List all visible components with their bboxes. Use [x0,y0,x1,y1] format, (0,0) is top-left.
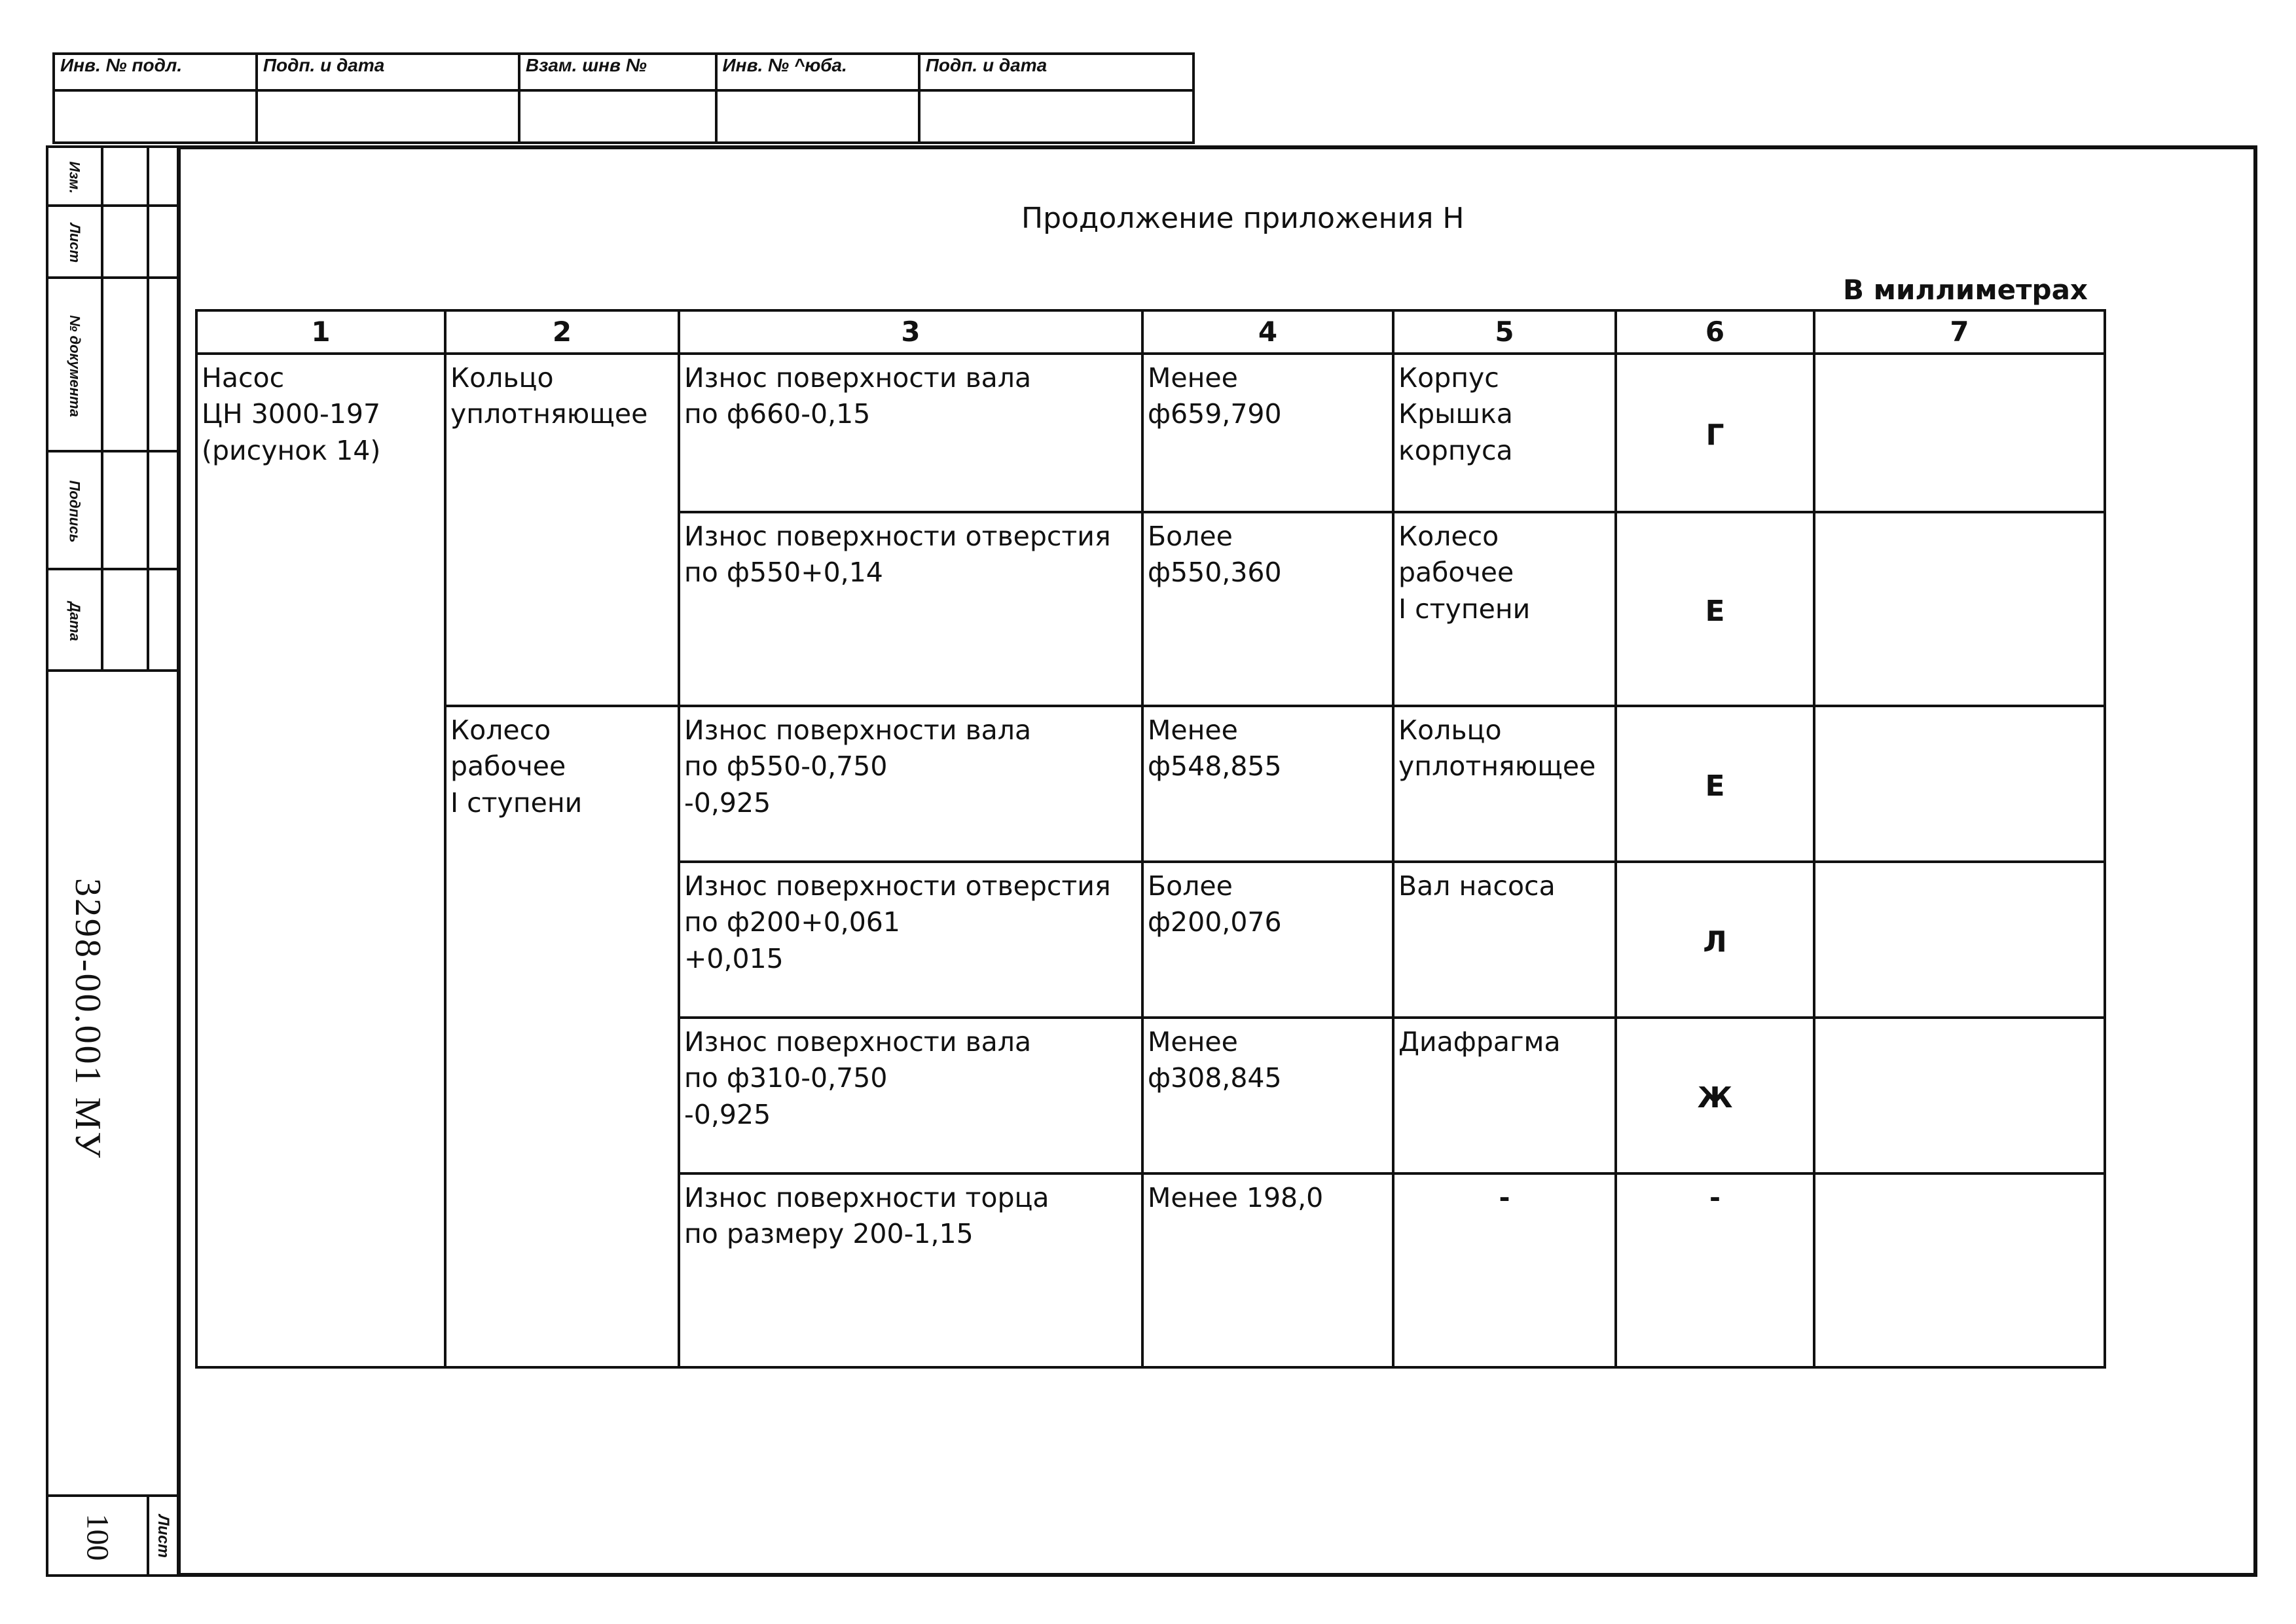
column-header: 1 [196,310,445,354]
mating-part-cell: Кольцо уплотняющее [1393,706,1616,862]
page-title: Продолжение приложения Н [1021,202,1465,235]
panel-label-sheet: Лист [66,223,83,263]
defect-cell: Износ поверхности вала по ф550-0,750 -0,925 [679,706,1142,862]
limit-cell: Более ф550,360 [1142,512,1393,706]
revision-panel [46,145,177,1577]
stamp-cell [919,90,1194,143]
defect-cell: Износ поверхности отверстия по ф200+0,061 +0,015 [679,862,1142,1018]
sheet-label: Лист [155,1515,172,1558]
note-cell [1814,1173,2105,1367]
column-header: 2 [445,310,679,354]
defect-table [195,309,2106,1369]
mating-part-cell: Вал насоса [1393,862,1616,1018]
mating-part-cell: - [1393,1173,1616,1367]
note-cell [1814,862,2105,1018]
stamp-label-signature-date-2: Подп. и дата [919,54,1194,90]
column-header: 6 [1616,310,1814,354]
table-header-row [196,310,2105,354]
panel-label-change: Изм. [67,161,83,194]
table-row [196,354,2105,512]
document-code: 3298-00.001 МУ [67,877,108,1160]
defect-cell: Износ поверхности вала по ф660-0,15 [679,354,1142,512]
stamp-cell [257,90,519,143]
table-row [196,706,2105,862]
grade-cell: Ж [1616,1018,1814,1173]
panel-label-document-number: № документа [67,314,83,417]
mating-part-cell: Колесо рабочее I ступени [1393,512,1616,706]
stamp-label-replacement-inventory: Взам. шнв № [519,54,716,90]
panel-label-signature: Подпись [67,480,84,543]
grade-cell: Е [1616,512,1814,706]
grade-cell: Л [1616,862,1814,1018]
stamp-cell [716,90,919,143]
column-header: 3 [679,310,1142,354]
mating-part-cell: Диафрагма [1393,1018,1616,1173]
panel-label-date: Дата [66,601,83,641]
part-cell: Колесо рабочее I ступени [445,706,679,1367]
defect-cell: Износ поверхности торца по размеру 200-1,15 [679,1173,1142,1367]
defect-cell: Износ поверхности вала по ф310-0,750 -0,925 [679,1018,1142,1173]
stamp-cell [519,90,716,143]
grade-cell: Г [1616,354,1814,512]
defect-cell: Износ поверхности отверстия по ф550+0,14 [679,512,1142,706]
part-cell: Кольцо уплотняющее [445,354,679,706]
stamp-label-duplicate-inventory: Инв. № ^юба. [716,54,919,90]
limit-cell: Менее ф659,790 [1142,354,1393,512]
column-header: 7 [1814,310,2105,354]
grade-cell: - [1616,1173,1814,1367]
approval-stamp [52,52,1195,144]
sheet-number: 100 [80,1513,115,1560]
note-cell [1814,1018,2105,1173]
stamp-label-inventory-original: Инв. № подл. [54,54,257,90]
limit-cell: Менее ф548,855 [1142,706,1393,862]
equipment-cell: Насос ЦН 3000-197 (рисунок 14) [196,354,445,1367]
note-cell [1814,706,2105,862]
mating-part-cell: Корпус Крышка корпуса [1393,354,1616,512]
limit-cell: Менее ф308,845 [1142,1018,1393,1173]
note-cell [1814,354,2105,512]
limit-cell: Менее 198,0 [1142,1173,1393,1367]
grade-cell: Е [1616,706,1814,862]
stamp-cell [54,90,257,143]
column-header: 4 [1142,310,1393,354]
limit-cell: Более ф200,076 [1142,862,1393,1018]
stamp-label-signature-date: Подп. и дата [257,54,519,90]
column-header: 5 [1393,310,1616,354]
note-cell [1814,512,2105,706]
units-note: В миллиметрах [1843,274,2088,306]
